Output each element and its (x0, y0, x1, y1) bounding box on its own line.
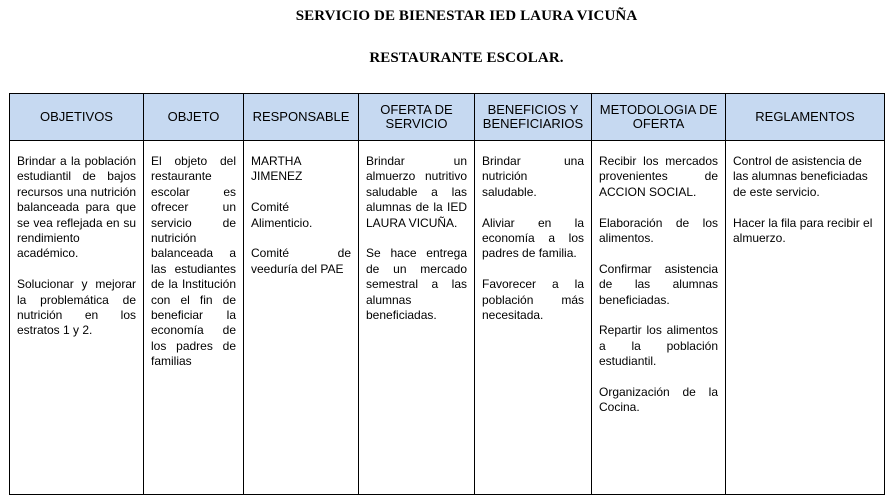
cell-metodologia (592, 141, 726, 495)
cell-beneficios (475, 141, 592, 495)
cell-objetivos (10, 141, 144, 495)
header-objeto: OBJETO (144, 94, 244, 141)
paragraph: MARTHA JIMENEZ (251, 154, 303, 184)
cell-oferta-de-servicio (359, 141, 475, 495)
cell-responsable (244, 141, 359, 495)
document-title: SERVICIO DE BIENESTAR IED LAURA VICUÑA (295, 8, 638, 24)
paragraph: Aliviar en la economía a los padres de familia. (482, 215, 584, 261)
paragraph: Recibir los mercados provenientes de ACCION SOCIAL. (599, 154, 718, 199)
paragraph: Hacer la fila para recibir el almuerzo. (733, 215, 873, 246)
header-row (10, 94, 885, 141)
header-metodologia-de-oferta: METODOLOGIA DE OFERTA (592, 94, 726, 141)
header-oferta-de-servicio: OFERTA DE SERVICIO (359, 94, 475, 141)
paragraph: Comité de veeduría del PAE (251, 246, 351, 276)
paragraph: Brindar una nutrición saludable. (482, 154, 584, 199)
paragraph: Repartir los alimentos a la población estudiantil. (599, 323, 718, 369)
paragraph: Se hace entrega de un mercado semestral a las alumnas beneficiadas. (366, 246, 467, 323)
paragraph: Elaboración de los alimentos. (599, 215, 718, 246)
paragraph: Brindar a la población estudiantil de bajos recursos una nutrición balanceada para que se vea reflejada en su rendimiento académico. (17, 154, 136, 261)
paragraph: El objeto del restaurante escolar es ofrecer un servicio de nutrición balanceada a las estudiantes de la Institución con el fin de beneficiar la economía de los padres de familias (151, 154, 236, 369)
cell-objeto (144, 141, 244, 495)
paragraph: Confirmar asistencia de las alumnas beneficiadas. (599, 261, 718, 307)
paragraph: Organización de la Cocina. (599, 385, 718, 415)
paragraph: Brindar un almuerzo nutritivo saludable a las alumnas de la IED LAURA VICUÑA. (366, 154, 467, 230)
header-responsable: RESPONSABLE (244, 94, 359, 141)
header-beneficios-y-beneficiarios: BENEFICIOS Y BENEFICIARIOS (475, 94, 592, 141)
header-reglamentos: REGLAMENTOS (726, 94, 885, 141)
restaurant-table (9, 93, 885, 495)
paragraph: Favorecer a la población más necesitada. (482, 277, 584, 323)
paragraph: Comité Alimenticio. (251, 200, 313, 230)
paragraph: Control de asistencia de las alumnas beneficiadas de este servicio. (733, 154, 868, 199)
cell-reglamentos (726, 141, 885, 495)
header-objetivos: OBJETIVOS (10, 94, 144, 141)
paragraph: Solucionar y mejorar la problemática de nutrición en los estratos 1 y 2. (17, 277, 136, 338)
table-row (10, 141, 885, 495)
document-subtitle: RESTAURANTE ESCOLAR. (369, 50, 564, 66)
